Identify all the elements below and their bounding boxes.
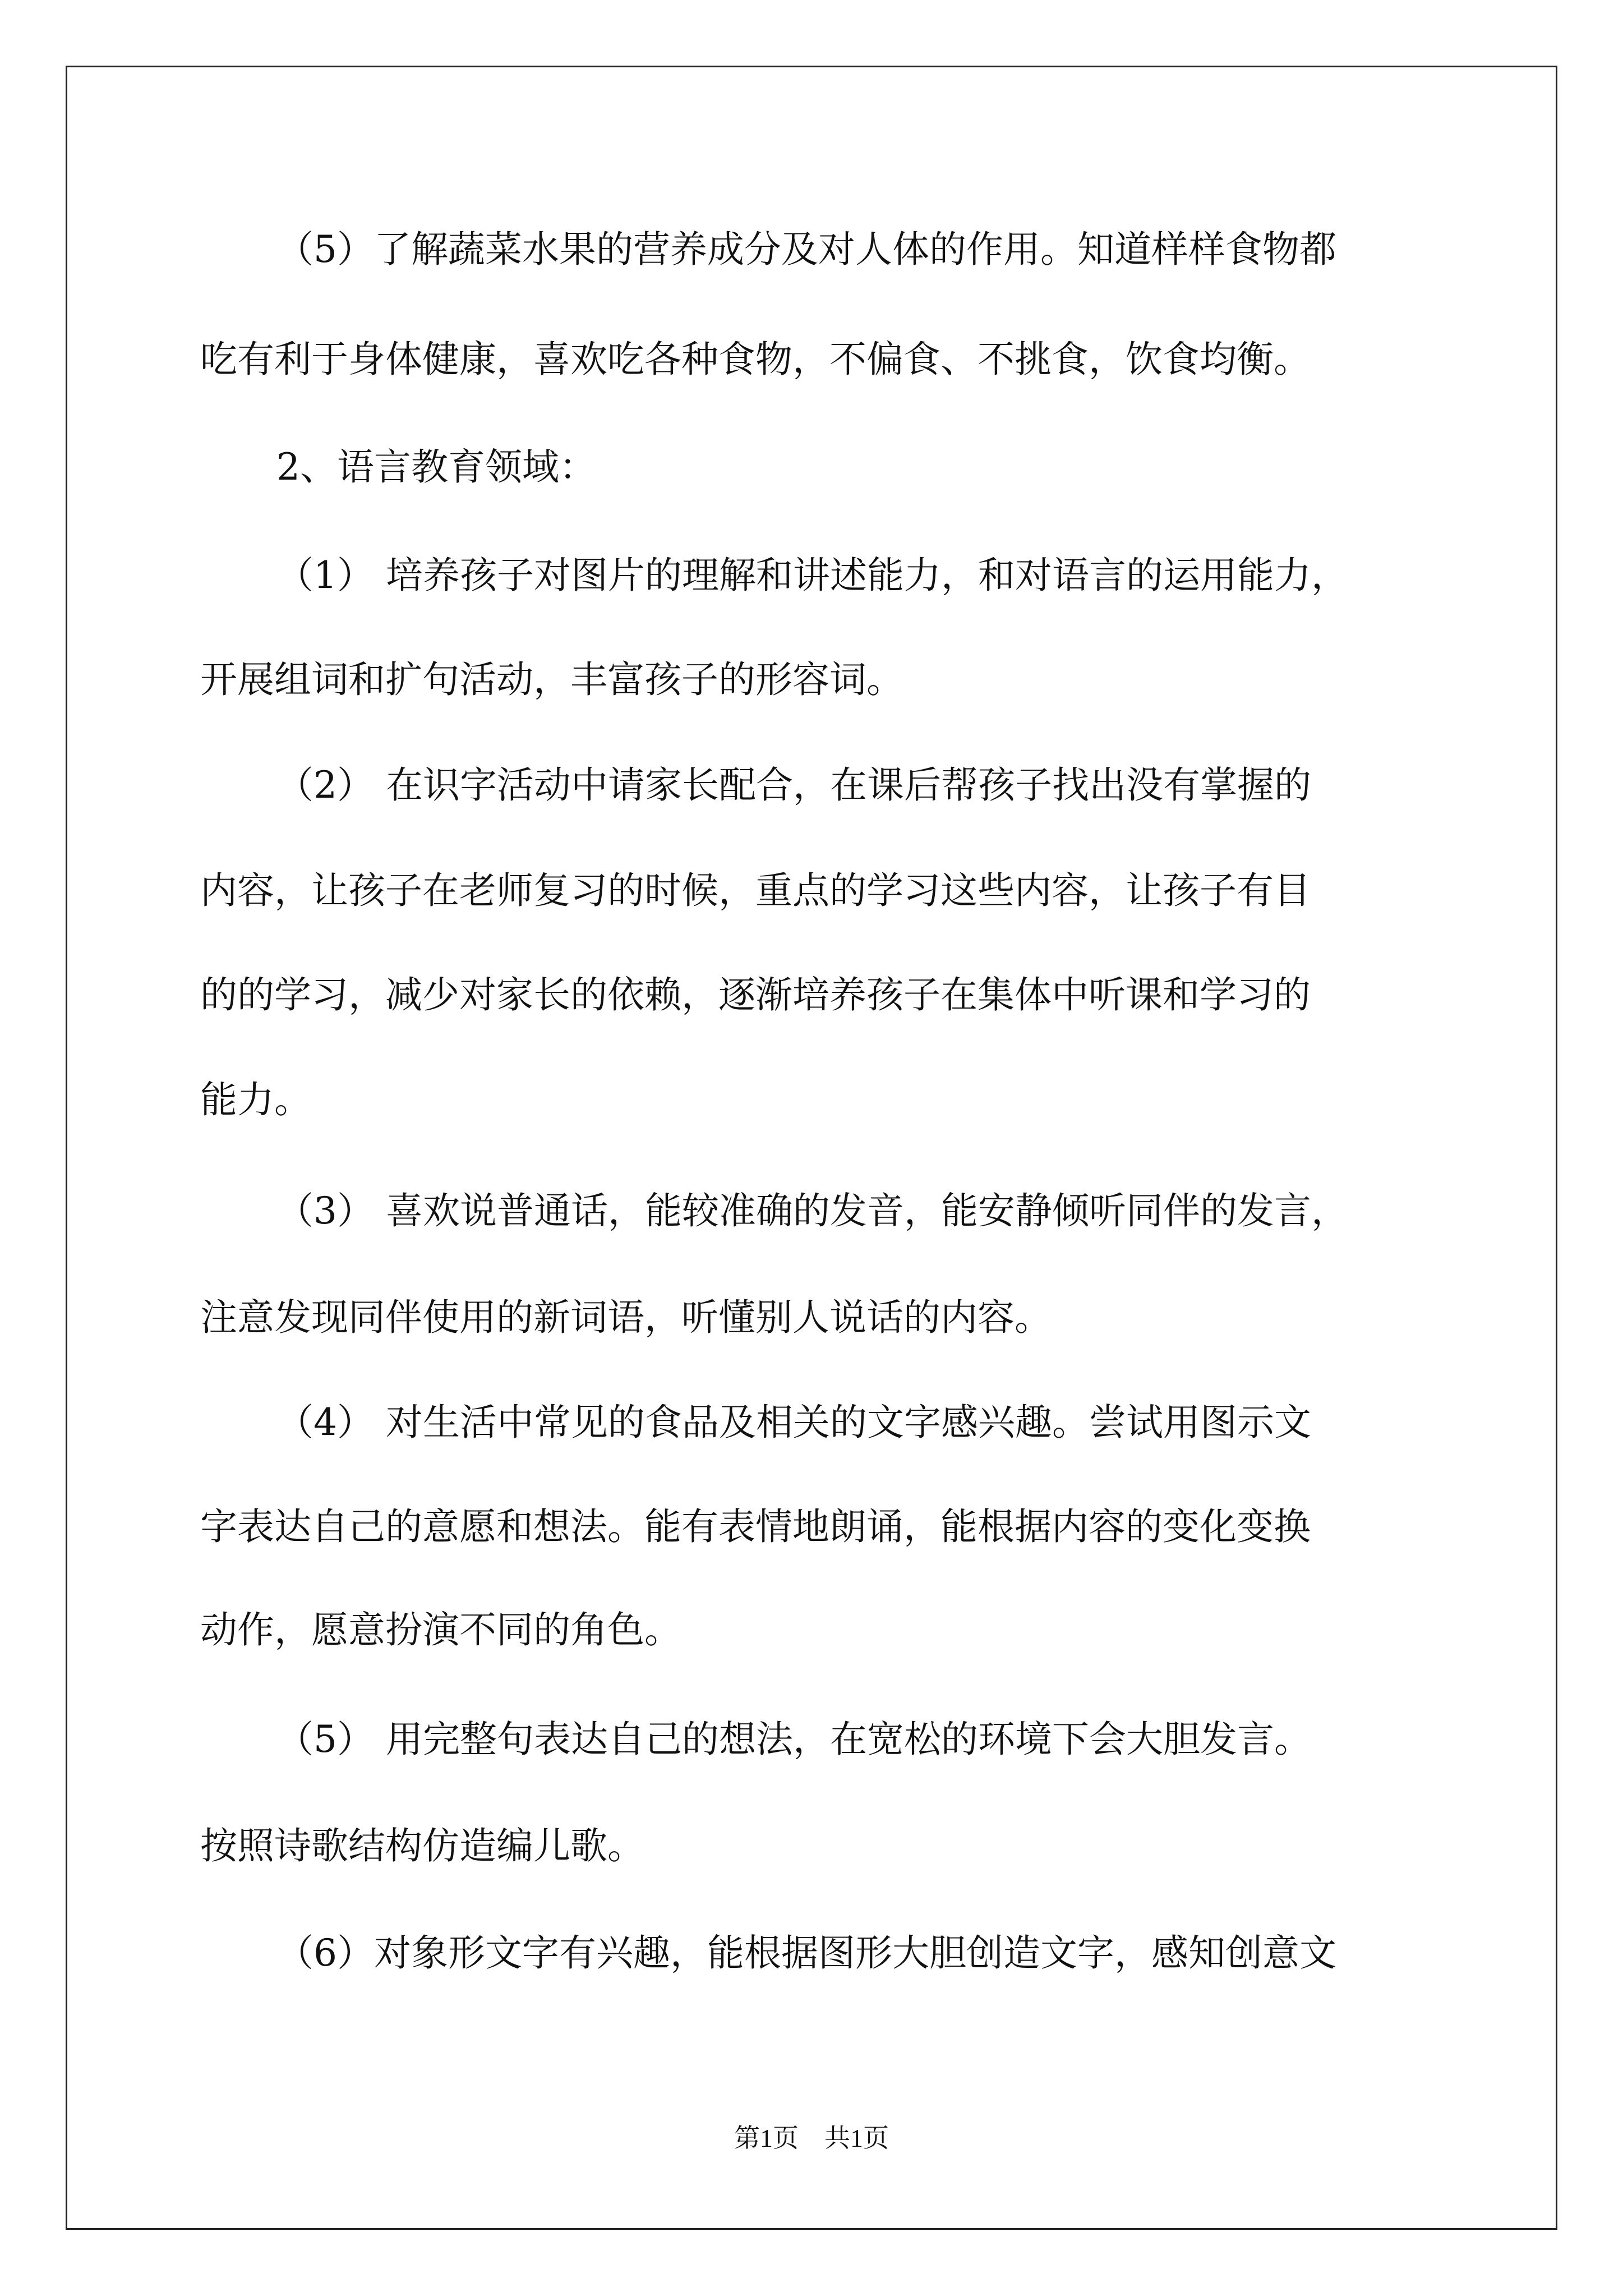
paragraph-line: 动作，愿意扮演不同的角色。 (200, 1608, 681, 1651)
paragraph-line: （3） 喜欢说普通话，能较准确的发音，能安静倾听同伴的发言， (276, 1189, 1348, 1232)
paragraph-line: （4） 对生活中常见的食品及相关的文字感兴趣。尝试用图示文 (276, 1401, 1311, 1444)
paragraph-line: 内容，让孩子在老师复习的时候，重点的学习这些内容，让孩子有目 (200, 869, 1311, 912)
paragraph-line: （5）了解蔬菜水果的营养成分及对人体的作用。知道样样食物都 (276, 228, 1336, 271)
paragraph-line: 开展组词和扩句活动，丰富孩子的形容词。 (200, 658, 903, 701)
paragraph-line: （1） 培养孩子对图片的理解和讲述能力，和对语言的运用能力， (276, 554, 1348, 597)
paragraph-line: 吃有利于身体健康，喜欢吃各种食物，不偏食、不挑食，饮食均衡。 (200, 338, 1311, 381)
paragraph-line: 按照诗歌结构仿造编儿歌。 (200, 1824, 644, 1867)
page-number-label: 第1页 共1页 (734, 2124, 889, 2152)
paragraph-line: （5） 用完整句表达自己的想法，在宽松的环境下会大胆发言。 (276, 1718, 1311, 1761)
paragraph-line: 注意发现同伴使用的新词语，听懂别人说话的内容。 (200, 1296, 1052, 1339)
page-footer (0, 2122, 1623, 2155)
paragraph-line: （2） 在识字活动中请家长配合，在课后帮孩子找出没有掌握的 (276, 763, 1311, 807)
paragraph-line: 能力。 (200, 1078, 311, 1121)
paragraph-line: 的的学习，减少对家长的依赖，逐渐培养孩子在集体中听课和学习的 (200, 973, 1311, 1016)
page-border (66, 66, 1557, 2230)
section-heading: 2、语言教育领域： (276, 445, 596, 489)
paragraph-line: （6）对象形文字有兴趣，能根据图形大胆创造文字，感知创意文 (276, 1931, 1336, 1975)
paragraph-line: 字表达自己的意愿和想法。能有表情地朗诵，能根据内容的变化变换 (200, 1505, 1311, 1548)
